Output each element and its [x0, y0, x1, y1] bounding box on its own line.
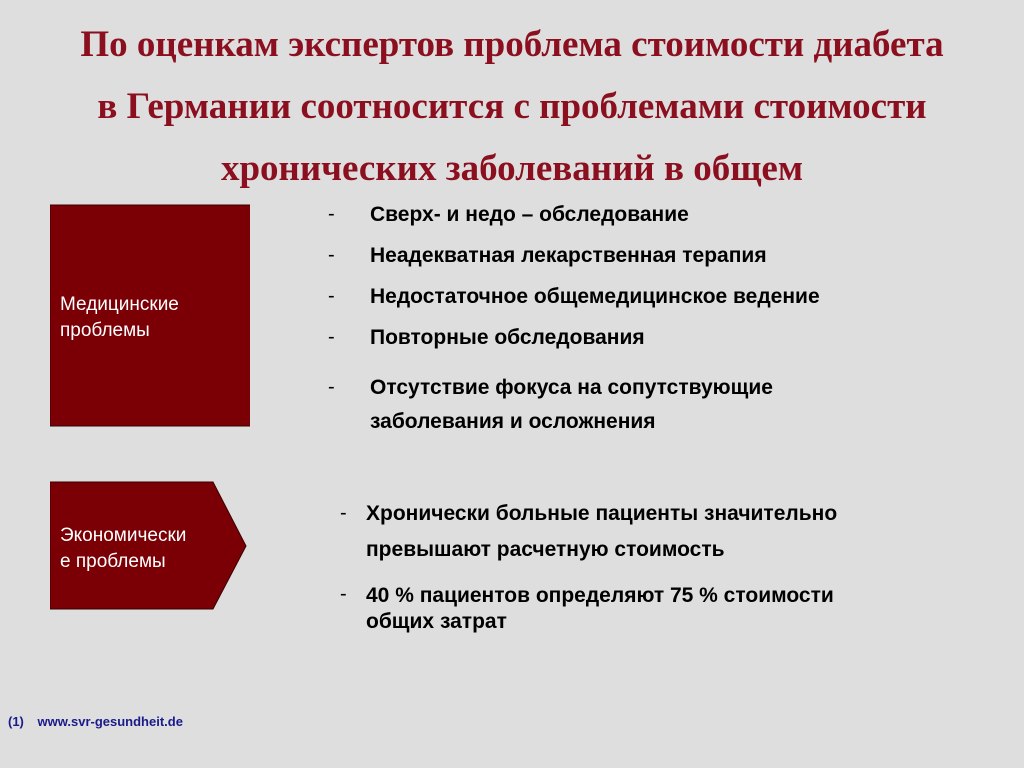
slide-title	[20, 14, 1004, 200]
item-line: Неадекватная лекарственная терапия	[370, 244, 767, 267]
list-item-text	[370, 203, 689, 227]
list-item-text	[370, 244, 767, 268]
medical-label-line-1: Медицинские	[60, 294, 179, 315]
source-footnote	[8, 714, 183, 729]
dash-bullet: -	[340, 583, 347, 605]
footnote-ref: (1)	[8, 714, 24, 729]
dash-bullet: -	[328, 244, 335, 266]
item-line: Сверх- и недо – обследование	[370, 203, 689, 226]
title-line-3: хронических заболеваний в общем	[220, 148, 804, 189]
title-line-2: в Германии соотносится с проблемами стоимости	[97, 86, 927, 127]
economic-label-line-2: е проблемы	[60, 551, 166, 572]
title-line-1: По оценкам экспертов проблема стоимости диабета	[80, 24, 944, 65]
dash-bullet: -	[340, 502, 347, 524]
item-line: Недостаточное общемедицинское ведение	[370, 285, 820, 308]
item-line: Повторные обследования	[370, 326, 645, 349]
economic-label-line-1: Экономически	[60, 525, 187, 546]
list-item-text	[370, 285, 820, 309]
economic-problems-chevron	[50, 481, 250, 611]
list-item-text	[366, 583, 834, 635]
item-line: превышают расчетную стоимость	[366, 538, 725, 561]
item-line: Отсутствие фокуса на сопутствующие	[370, 376, 773, 399]
item-line: 40 % пациентов определяют 75 % стоимости	[366, 584, 834, 607]
medical-problems-chevron	[50, 204, 250, 428]
dash-bullet: -	[328, 326, 335, 348]
dash-bullet: -	[328, 203, 335, 225]
medical-problems-label	[60, 292, 179, 344]
item-line: общих затрат	[366, 610, 507, 633]
economic-problems-label	[60, 523, 186, 575]
dash-bullet: -	[328, 285, 335, 307]
item-line: заболевания и осложнения	[370, 410, 656, 433]
medical-label-line-2: проблемы	[60, 320, 150, 341]
source-link[interactable]: www.svr-gesundheit.de	[37, 714, 183, 729]
dash-bullet: -	[328, 376, 335, 398]
list-item-text	[370, 371, 773, 439]
list-item-text	[366, 496, 837, 568]
item-line: Хронически больные пациенты значительно	[366, 502, 838, 525]
list-item-text	[370, 326, 645, 350]
